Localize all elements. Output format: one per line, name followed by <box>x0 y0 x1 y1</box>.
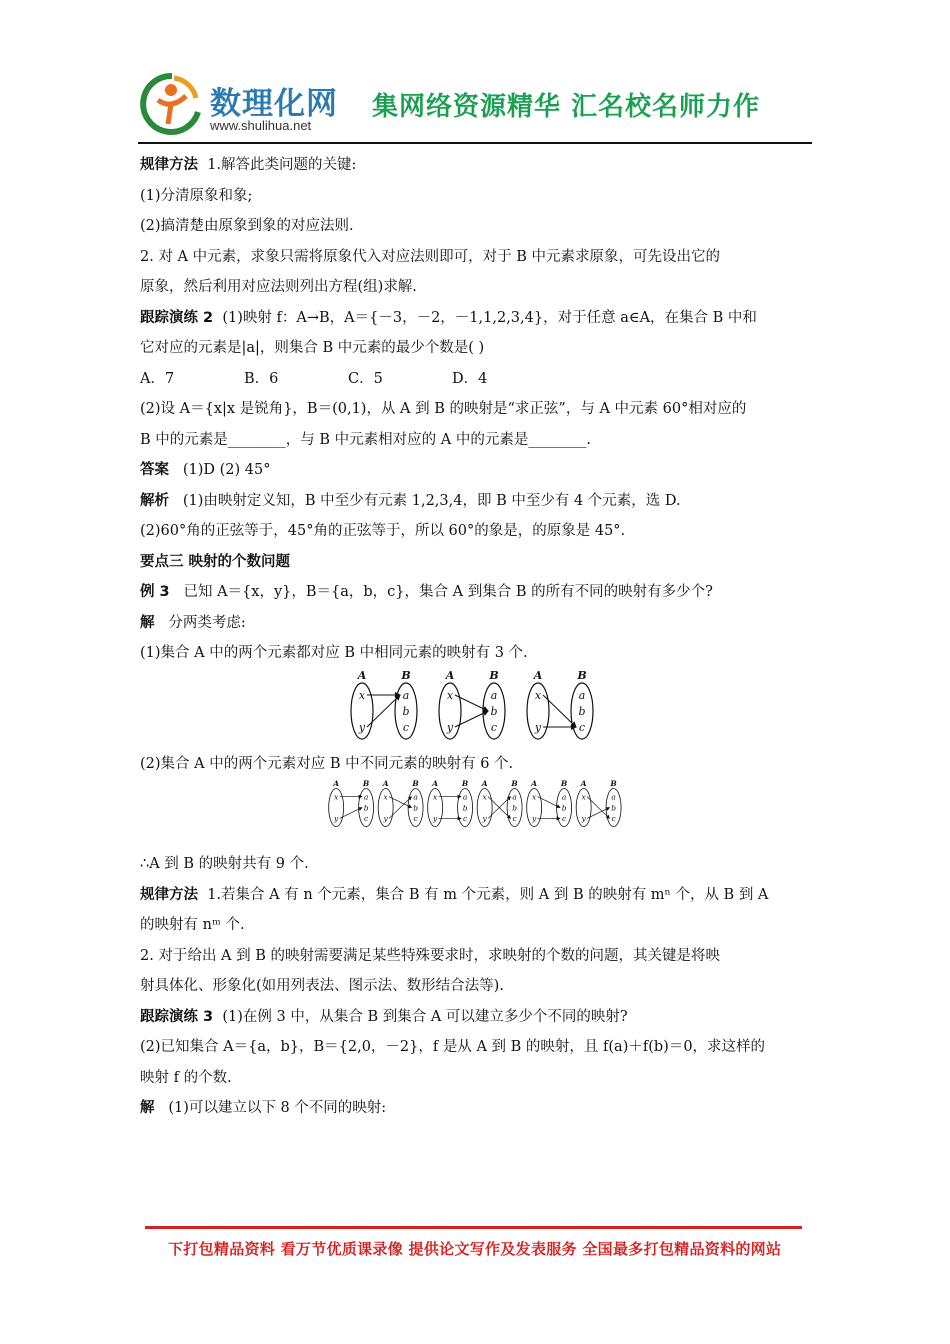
choice-c: C．5 <box>348 370 383 387</box>
set-b-label: B <box>511 779 518 788</box>
element-c: c <box>578 720 586 734</box>
choices <box>140 364 812 395</box>
page-header <box>138 68 812 140</box>
element-a: a <box>413 792 418 802</box>
paragraph <box>140 150 812 181</box>
paragraph: (2)已知集合 A＝{a，b}，B＝{2,0，－2}，f 是从 A 到 B 的映射，且 f(a)＋f(b)＝0，求这样的 <box>140 1039 766 1055</box>
label: 解析 <box>140 492 169 509</box>
paragraph <box>140 1002 812 1033</box>
element-y: y <box>532 814 537 824</box>
set-b-label: B <box>577 668 587 682</box>
paragraph: (1)集合 A 中的两个元素都对应 B 中相同元素的映射有 3 个. <box>140 645 528 661</box>
element-c: c <box>611 814 616 824</box>
text: 分两类考虑: <box>168 614 246 631</box>
set-a-label: A <box>533 668 543 682</box>
answer <box>140 455 812 486</box>
text: (1)映射 f：A→B，A＝{－3，－2，－1,1,2,3,4}，对于任意 a∈A，在集合 B 中和 <box>222 309 757 326</box>
set-a-label: A <box>432 779 439 788</box>
text: (1)可以建立以下 8 个不同的映射: <box>168 1100 387 1116</box>
set-b-label: B <box>560 779 568 788</box>
element-x: x <box>532 792 537 802</box>
paragraph: 原象，然后利用对应法则列出方程(组)求解. <box>140 279 417 295</box>
element-y: y <box>334 814 339 824</box>
text: 1.若集合 A 有 n 个元素，集合 B 有 m 个元素，则 A 到 B 的映射有 mⁿ 个，从 B 到 A <box>207 886 769 903</box>
set-a-label: A <box>580 779 587 788</box>
element-b: b <box>413 803 418 813</box>
element-y: y <box>358 720 366 734</box>
paragraph: ∴A 到 B 的映射共有 9 个. <box>140 856 309 872</box>
element-y: y <box>433 814 438 824</box>
element-c: c <box>363 814 369 824</box>
paragraph: 它对应的元素是|a|，则集合 B 中元素的最少个数是( ) <box>140 340 485 356</box>
text: 已知 A＝{x，y}，B＝{a，b，c}，集合 A 到集合 B 的所有不同的映射有多少个? <box>183 584 713 600</box>
mapping-diagram <box>329 779 374 827</box>
element-b: b <box>578 704 586 718</box>
brand-name: 数理化网 <box>210 86 338 122</box>
header-divider <box>138 142 812 144</box>
element-x: x <box>482 792 487 802</box>
paragraph: (2)设 A＝{x|x 是锐角}，B＝(0,1)，从 A 到 B 的映射是“求正弦”，与 A 中元素 60°相对应的 <box>140 401 747 417</box>
paragraph: B 中的元素是________，与 B 中元素相对应的 A 中的元素是________. <box>140 431 591 448</box>
set-a-label: A <box>333 779 340 788</box>
element-x: x <box>358 688 366 702</box>
element-a: a <box>363 792 369 802</box>
element-x: x <box>334 792 339 802</box>
logo-icon <box>138 70 206 136</box>
element-y: y <box>446 720 454 734</box>
set-b-label: B <box>610 779 617 788</box>
slogan: 集网络资源精华 汇名校名师力作 <box>372 92 761 122</box>
element-a: a <box>462 792 468 802</box>
label: 跟踪演练 3 <box>140 1008 214 1025</box>
element-b: b <box>512 803 517 813</box>
paragraph: 射具体化、形象化(如用列表法、图示法、数形结合法等). <box>140 978 504 994</box>
element-a: a <box>402 688 410 702</box>
label: 例 3 <box>140 584 170 600</box>
paragraph: 2. 对 A 中元素，求象只需将原象代入对应法则即可，对于 B 中元素求原象，可先设出它的 <box>140 248 721 265</box>
set-a-label: A <box>481 779 488 788</box>
mapping-diagram-row-2 <box>140 779 812 849</box>
choice-d: D．4 <box>452 370 488 387</box>
paragraph <box>140 303 812 334</box>
element-x: x <box>581 792 586 802</box>
element-b: b <box>363 803 369 813</box>
mapping-diagram <box>527 779 572 827</box>
element-b: b <box>490 704 498 718</box>
mapping-diagram <box>351 669 417 739</box>
analysis <box>140 486 812 517</box>
brand-url: www.shulihua.net <box>210 118 312 133</box>
mapping-diagram <box>576 779 621 827</box>
element-a: a <box>561 792 567 802</box>
element-b: b <box>611 803 616 813</box>
set-a-label: A <box>382 779 389 788</box>
set-b-label: B <box>489 668 499 682</box>
label: 规律方法 <box>140 886 198 903</box>
choice-b: B．6 <box>244 370 279 387</box>
paragraph: (2)集合 A 中的两个元素对应 B 中不同元素的映射有 6 个. <box>140 755 514 772</box>
text: (1)由映射定义知，B 中至少有元素 1,2,3,4，即 B 中至少有 4 个元素，选 D. <box>182 492 681 509</box>
paragraph: 映射 f 的个数. <box>140 1069 232 1086</box>
element-a: a <box>578 688 586 702</box>
label: 规律方法 <box>140 157 198 173</box>
paragraph: (2)60°角的正弦等于，45°角的正弦等于，所以 60°的象是，的原象是 45°. <box>140 523 626 539</box>
element-a: a <box>490 688 498 702</box>
element-c: c <box>490 720 498 734</box>
element-x: x <box>534 688 542 702</box>
element-c: c <box>402 720 410 734</box>
label: 解 <box>140 614 155 631</box>
element-b: b <box>561 803 567 813</box>
set-a-label: A <box>357 668 367 682</box>
example <box>140 577 812 608</box>
mapping-diagram-row-1 <box>140 669 812 749</box>
element-x: x <box>433 792 438 802</box>
set-b-label: B <box>412 779 419 788</box>
footer-divider <box>145 1226 802 1229</box>
element-c: c <box>462 814 468 824</box>
mapping-diagram <box>477 779 522 827</box>
element-c: c <box>561 814 567 824</box>
element-b: b <box>462 803 468 813</box>
set-b-label: B <box>461 779 469 788</box>
text: (1)D (2) 45° <box>182 462 271 478</box>
mapping-diagram <box>439 669 505 739</box>
solution <box>140 608 812 639</box>
label: 答案 <box>140 462 169 478</box>
element-y: y <box>482 814 487 824</box>
paragraph: (1)分清原象和象; <box>140 187 253 204</box>
label: 跟踪演练 2 <box>140 309 214 326</box>
set-b-label: B <box>401 668 411 682</box>
choice-a: A．7 <box>140 370 175 387</box>
text: 1.解答此类问题的关键: <box>207 157 357 173</box>
paragraph: 2. 对于给出 A 到 B 的映射需要满足某些特殊要求时，求映射的个数的问题，其关键是将映 <box>140 947 721 964</box>
element-y: y <box>534 720 542 734</box>
footer-banner: 下打包精品资料 看万节优质课录像 提供论文写作及发表服务 全国最多打包精品资料的网站 <box>168 1240 782 1258</box>
section-heading: 要点三 映射的个数问题 <box>140 553 291 570</box>
mapping-diagrams-same <box>140 669 812 749</box>
element-c: c <box>413 814 418 824</box>
element-x: x <box>383 792 388 802</box>
paragraph: (2)搞清楚由原象到象的对应法则. <box>140 218 354 234</box>
set-b-label: B <box>362 779 370 788</box>
mapping-diagrams-different <box>140 779 812 849</box>
document-body <box>140 150 812 1124</box>
element-b: b <box>402 704 410 718</box>
element-a: a <box>512 792 517 802</box>
rule <box>140 880 812 911</box>
solution <box>140 1093 812 1124</box>
mapping-diagram <box>378 779 423 827</box>
label: 解 <box>140 1100 155 1116</box>
element-y: y <box>581 814 586 824</box>
element-a: a <box>611 792 616 802</box>
mapping-diagram <box>428 779 473 827</box>
set-a-label: A <box>531 779 538 788</box>
element-x: x <box>446 688 454 702</box>
paragraph: 的映射有 nᵐ 个. <box>140 917 245 933</box>
mapping-diagram <box>527 669 593 739</box>
element-c: c <box>512 814 517 824</box>
set-a-label: A <box>445 668 455 682</box>
element-y: y <box>383 814 388 824</box>
text: (1)在例 3 中，从集合 B 到集合 A 可以建立多少个不同的映射? <box>222 1008 628 1025</box>
